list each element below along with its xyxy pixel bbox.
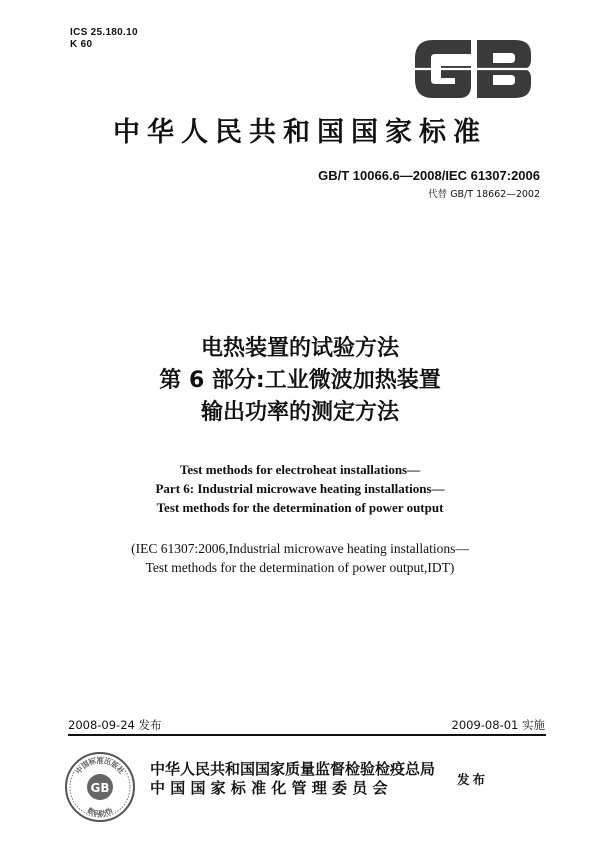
classification-codes [70,27,138,51]
issuer-sac: 中 国 国 家 标 准 化 管 理 委 员 会 [150,779,388,797]
gb-logo [411,36,535,102]
standard-title-national: 中华人民共和国国家标准 [113,117,487,148]
issue-label: 发布 [457,772,489,787]
issuing-authorities [150,760,435,798]
english-title [0,460,600,517]
iec-reference-line-1: (IEC 61307:2006,Industrial microwave heating installations— [131,541,469,556]
english-title-line-3: Test methods for the determination of power output [156,500,444,515]
ics-code: ICS 25.180.10 [70,27,138,38]
publish-date: 2008-09-24 发布 [68,718,162,732]
replaces-standard: 代替 GB/T 18662—2002 [428,189,540,200]
chinese-title-line-2: 第 6 部分:工业微波加热装置 [159,368,441,393]
english-title-line-2: Part 6: Industrial microwave heating installations— [155,481,445,496]
english-title-line-1: Test methods for electroheat installations— [179,462,421,477]
svg-text:GB: GB [90,781,110,795]
iec-reference-line-2: Test methods for the determination of power output,IDT) [145,560,455,575]
issuer-aqsiq: 中华人民共和国国家质量监督检验检疫总局 [150,760,436,778]
chinese-title-line-1: 电热装置的试验方法 [200,336,399,361]
anti-counterfeit-seal-icon [63,750,137,824]
seal-bottom-text: 数码防伪 [85,806,115,819]
seal-top-text: 中国标准出版社 [74,757,126,776]
ccs-code: K 60 [70,39,93,50]
iec-reference [0,539,600,577]
chinese-title [0,333,600,429]
footer-divider [68,734,546,736]
effective-date: 2009-08-01 实施 [451,718,545,732]
chinese-title-line-3: 输出功率的测定方法 [200,400,399,425]
standard-number: GB/T 10066.6—2008/IEC 61307:2006 [318,168,540,183]
